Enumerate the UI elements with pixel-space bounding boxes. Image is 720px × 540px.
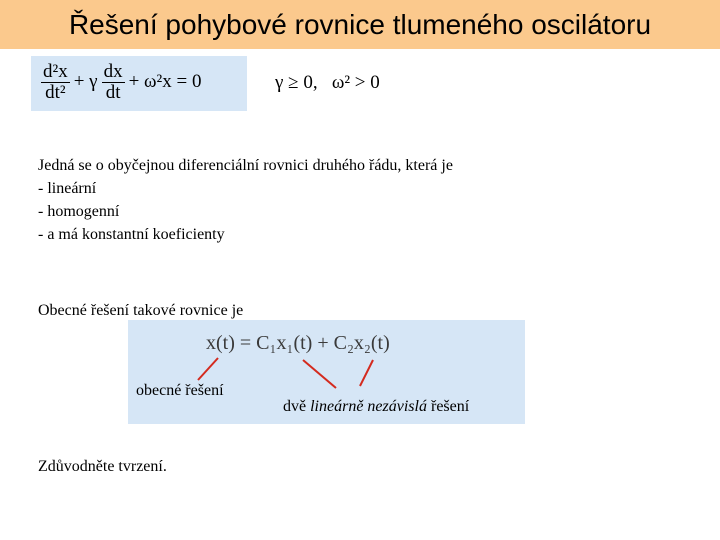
page-title: Řešení pohybové rovnice tlumeného oscilátoru	[68, 8, 652, 40]
title-bar	[0, 0, 720, 49]
description-block	[38, 154, 453, 246]
task-text: Zdůvodněte tvrzení.	[38, 458, 167, 475]
general-solution-label: obecné řešení	[136, 382, 224, 399]
second-derivative-denominator: dt²	[45, 81, 66, 103]
arrow-to-first-solution	[303, 360, 336, 388]
first-derivative-fraction	[102, 62, 125, 103]
arrow-to-second-solution	[360, 360, 373, 386]
arrow-to-general-solution	[198, 358, 218, 380]
general-solution-box	[128, 320, 525, 424]
general-solution-equation: x(t) = C₁x₁(t) + C₂x₂(t)	[206, 332, 390, 354]
description-line-2: - lineární	[38, 180, 97, 197]
independent-suffix: řešení	[430, 398, 470, 415]
independent-italic: lineárně nezávislá	[310, 398, 427, 415]
second-derivative-fraction	[41, 62, 70, 103]
second-derivative-numerator: d²x	[43, 61, 68, 82]
parameter-conditions: γ ≥ 0, ω² > 0	[275, 72, 380, 93]
general-solution-intro: Obecné řešení takové rovnice je	[38, 302, 244, 319]
equation-remainder: + ω²x = 0	[128, 71, 202, 93]
equation-of-motion-box	[31, 56, 247, 111]
description-line-1: Jedná se o obyčejnou diferenciální rovnici druhého řádu, která je	[38, 157, 453, 174]
independent-prefix: dvě	[283, 398, 307, 415]
first-derivative-denominator: dt	[105, 81, 121, 103]
description-line-4: - a má konstantní koeficienty	[38, 226, 225, 243]
independent-solutions-label	[283, 398, 469, 416]
description-line-3: - homogenní	[38, 203, 120, 220]
first-derivative-numerator: dx	[103, 61, 123, 82]
equation-of-motion	[41, 62, 201, 103]
damping-term-prefix: + γ	[73, 71, 98, 93]
